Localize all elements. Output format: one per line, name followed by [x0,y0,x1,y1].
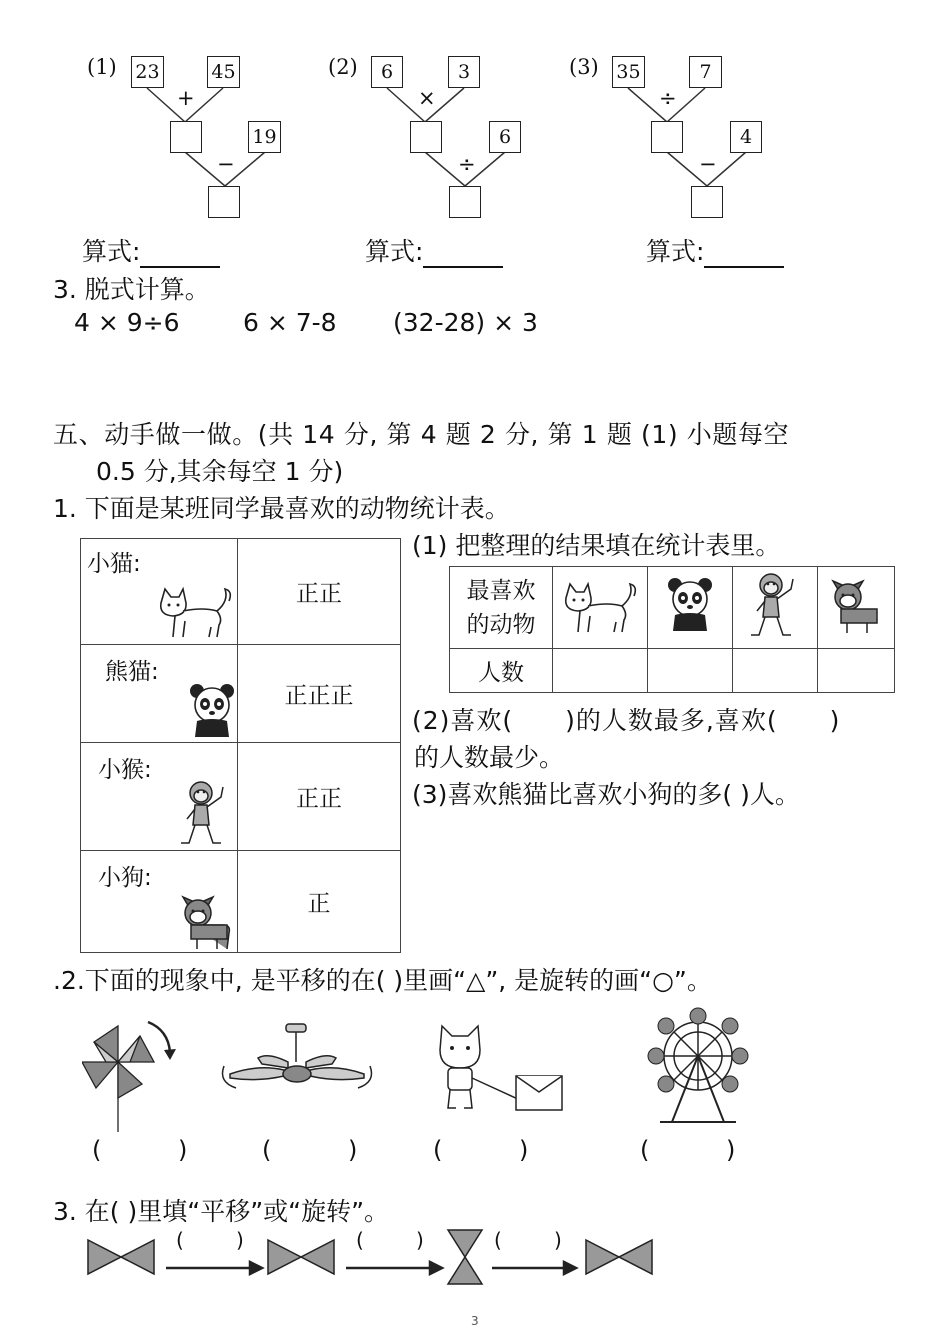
panda-icon [189,683,235,741]
stat-dog-cell [818,567,895,649]
expression-3: (32-28) × 3 [393,308,538,337]
answer-paren-open: ( [262,1136,272,1164]
tree-3-number-a: 35 [612,56,645,88]
tally-marks-cat: 正正 [238,539,401,645]
sub-question-3: (3)喜欢熊猫比喜欢小狗的多( )人。 [412,780,800,809]
tree-2-operator-1: × [418,86,436,110]
formula-label-2: 算式: [365,237,424,266]
tree-1-number-b: 45 [207,56,240,88]
tally-animal-cell [81,645,238,743]
tally-marks-monkey: 正正 [238,743,401,851]
expression-1: 4 × 9÷6 [74,308,180,337]
bowtie-shape-2 [268,1240,334,1274]
monkey-icon [747,571,803,641]
stat-count-dog[interactable] [818,649,895,693]
answer-paren-close: ) [519,1136,529,1164]
bowtie-shape-1 [88,1240,154,1274]
arrow-paren-open: ( [494,1228,502,1252]
arrow-3-answer-slot[interactable] [508,1228,552,1254]
cat-pulling-box-icon [432,1020,566,1114]
tree-1-result-box-2[interactable] [208,186,240,218]
bowtie-shape-4 [586,1240,652,1274]
tree-1-label: (1) [87,55,117,79]
stat-header-line-2: 的动物 [466,611,536,638]
tree-3-result-box-1[interactable] [651,121,683,153]
section-5-header: 五、动手做一做。(共 14 分, 第 4 题 2 分, 第 1 题 (1) 小题每空 [53,420,790,449]
ceiling-fan-icon [218,1022,376,1094]
stat-header-line-1: 最喜欢 [466,577,536,604]
tally-table [80,538,401,953]
arrow-2-answer-slot[interactable] [370,1228,414,1254]
tally-animal-dog-label: 小狗: [98,865,152,891]
arrow-paren-close: ) [416,1228,424,1252]
formula-label-3: 算式: [646,237,705,266]
cat-icon [558,576,642,636]
tree-2-number-a: 6 [371,56,403,88]
tally-animal-cat-label: 小猫: [87,551,141,577]
question-3-title: 3. 脱式计算。 [53,275,210,304]
tree-3-operator-1: ÷ [659,86,677,110]
arrow-1-answer-slot[interactable] [190,1228,234,1254]
arrow-paren-open: ( [356,1228,364,1252]
section-5-header-cont: 0.5 分,其余每空 1 分) [96,457,344,486]
formula-blank-2[interactable] [423,246,503,268]
ferris-wheel-icon [642,1004,754,1126]
tree-2-result-box-1[interactable] [410,121,442,153]
tree-3-operator-2: − [699,152,717,176]
tree-3-number-c: 4 [730,121,762,153]
tally-animal-monkey-label: 小猴: [98,757,152,783]
question-2-title: .2.下面的现象中, 是平移的在( )里画“△”, 是旋转的画“○”。 [53,966,712,995]
bowtie-shape-3 [448,1230,482,1284]
tally-animal-cell [81,743,238,851]
tree-1-result-box-1[interactable] [170,121,202,153]
cat-icon [153,581,237,641]
tree-2-number-b: 3 [448,56,480,88]
stat-panda-cell [648,567,733,649]
stat-count-cat[interactable] [553,649,648,693]
dog-icon [177,893,235,951]
tree-3-result-box-2[interactable] [691,186,723,218]
answer-paren-open: ( [92,1136,102,1164]
stat-cat-cell [553,567,648,649]
cat-box-answer-slot[interactable] [451,1136,515,1166]
sub-question-1: (1) 把整理的结果填在统计表里。 [412,531,781,560]
tally-marks-dog: 正 [238,851,401,953]
arrow-paren-close: ) [236,1228,244,1252]
question-1-title: 1. 下面是某班同学最喜欢的动物统计表。 [53,494,510,523]
stat-monkey-cell [733,567,818,649]
stat-count-panda[interactable] [648,649,733,693]
tally-animal-cell [81,539,238,645]
sub-question-2-cont: 的人数最少。 [414,743,565,772]
sub-question-2: (2)喜欢( )的人数最多,喜欢( ) [412,706,841,735]
formula-blank-1[interactable] [140,246,220,268]
tally-marks-panda: 正正正 [238,645,401,743]
dog-icon [827,577,885,635]
formula-blank-3[interactable] [704,246,784,268]
arrow-paren-close: ) [554,1228,562,1252]
tree-1-number-c: 19 [248,121,281,153]
tree-2-label: (2) [328,55,358,79]
tree-1-number-a: 23 [131,56,164,88]
answer-paren-open: ( [433,1136,443,1164]
ferris-wheel-answer-slot[interactable] [658,1136,722,1166]
question-3b-title: 3. 在( )里填“平移”或“旋转”。 [53,1197,390,1226]
tree-2-number-c: 6 [489,121,521,153]
fan-answer-slot[interactable] [280,1136,344,1166]
stat-count-monkey[interactable] [733,649,818,693]
statistics-table [449,566,895,693]
answer-paren-close: ) [348,1136,358,1164]
page-number: 3 [471,1314,479,1328]
arrow-paren-open: ( [176,1228,184,1252]
expression-2: 6 × 7-8 [243,308,337,337]
panda-icon [667,577,713,635]
answer-paren-close: ) [726,1136,736,1164]
pinwheel-icon [82,1016,182,1134]
tree-3-label: (3) [569,55,599,79]
answer-paren-close: ) [178,1136,188,1164]
formula-label-1: 算式: [82,237,141,266]
tree-3-number-b: 7 [689,56,722,88]
answer-paren-open: ( [640,1136,650,1164]
stat-row-label: 人数 [450,649,553,693]
tally-animal-cell [81,851,238,953]
stat-header-cell [450,567,553,649]
tree-2-operator-2: ÷ [458,152,476,176]
tally-animal-panda-label: 熊猫: [105,659,159,685]
tree-1-operator-1: + [177,86,195,110]
pinwheel-answer-slot[interactable] [110,1136,174,1166]
tree-1-operator-2: − [217,152,235,176]
tree-2-result-box-2[interactable] [449,186,481,218]
monkey-icon [177,779,233,849]
